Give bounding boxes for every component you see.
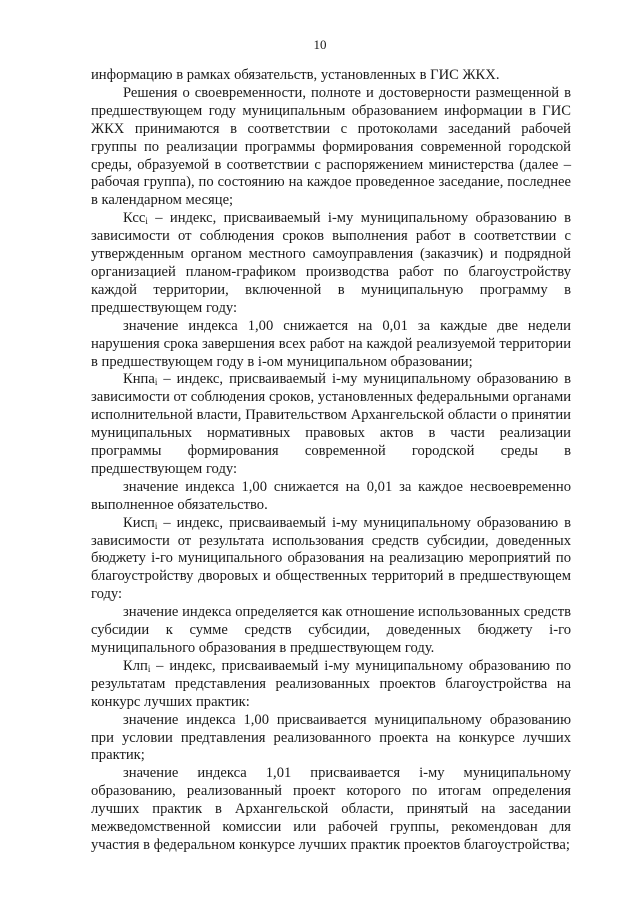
paragraph: значение индекса 1,01 присваивается i-му муниципальному образованию, реализованный проект которого по итогам определения лучших практик в Архангельской области, принятый на заседании межведомственной комиссии или рабочей группы, рекомендован для участия в федеральном конкурсе лучших практик проектов благоустройства;	[91, 765, 571, 853]
index-symbol: Кнпа	[123, 371, 155, 388]
paragraph: значение индекса 1,00 снижается на 0,01 за каждые две недели нарушения срока завершения всех работ на каждой реализуемой территории в предшествующем году в i-ом муниципальном образовании;	[91, 317, 571, 370]
index-definition-kisp	[91, 515, 571, 605]
index-symbol: Клп	[123, 657, 148, 674]
page-number: 10	[313, 37, 327, 52]
index-symbol: Кисп	[123, 514, 155, 531]
index-definition-kss	[91, 210, 571, 317]
paragraph: значение индекса 1,00 присваивается муниципальному образованию при условии предтавления реализованного проекта на конкурсе лучших практик;	[91, 711, 571, 764]
index-definition-knpa	[91, 371, 571, 478]
index-description: – индекс, присваиваемый i-му муниципальному образованию в зависимости от соблюдения сроков выполнения работ в соответствии с утвержденным органом местного самоуправления (заказчик) и подрядной организацией планом-графиком производства работ по благоустройству каждой территории, включенной в муниципальную программу в предшествующем году:	[91, 210, 571, 316]
paragraph: значение индекса определяется как отношение использованных средств субсидии к сумме средств субсидии, доведенных бюджету i-го муниципального образования в предшествующем году.	[91, 604, 571, 656]
paragraph: значение индекса 1,00 снижается на 0,01 за каждое несвоевременно выполненное обязательство.	[91, 478, 571, 513]
index-definition-klp	[91, 658, 571, 712]
index-description: – индекс, присваиваемый i-му муниципальному образованию в зависимости от соблюдения сроков, установленных федеральными органами исполнительной власти, Правительством Архангельской области о принятии муниципальных нормативных правовых актов в части реализации программы формирования современной городской среды в предшествующем году:	[91, 371, 571, 477]
index-subscript: i	[154, 377, 158, 388]
paragraph: информацию в рамках обязательств, установленных в ГИС ЖКХ.	[91, 67, 500, 83]
paragraph: Решения о своевременности, полноте и достоверности размещенной в предшествующем году муниципальным образованием информации в ГИС ЖКХ принимаются в соответствии с протоколами заседаний рабочей группы по реализации программы формирования современной городской среды, образуемой в соответствии с распоряжением министерства (далее – рабочая группа), по состоянию на каждое проведенное заседание, последнее в календарном месяце;	[91, 84, 571, 209]
index-description: – индекс, присваиваемый i-му муниципальному образованию в зависимости от результата использования средств субсидии, доведенных бюджету i-го муниципального образования на реализацию мероприятий по благоустройству дворовых и общественных территорий в предшествующем году:	[91, 514, 571, 603]
document-body	[91, 67, 571, 855]
index-subscript: i	[145, 216, 148, 227]
index-description: – индекс, присваиваемый i-му муниципальному образованию по результатам представления реализованных проектов благоустройства на конкурс лучших практик:	[91, 657, 571, 710]
index-symbol: Ксс	[123, 210, 146, 227]
index-subscript: i	[154, 520, 158, 531]
index-subscript: i	[147, 663, 151, 674]
